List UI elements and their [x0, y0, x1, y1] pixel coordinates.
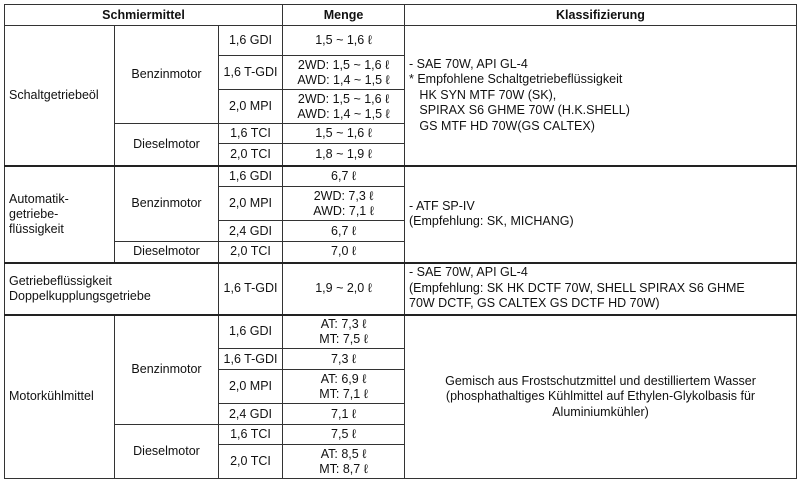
engine-type-diesel: Dieselmotor — [115, 425, 219, 479]
classification-automatic: - ATF SP-IV (Empfehlung: SK, MICHANG) — [405, 166, 797, 263]
specs-table-wrapper — [4, 4, 797, 479]
amount-cell: 1,8 ~ 1,9 ℓ — [283, 144, 405, 166]
engine-type-diesel: Dieselmotor — [115, 124, 219, 166]
engine-cell: 1,6 GDI — [219, 315, 283, 349]
engine-cell: 1,6 TCI — [219, 425, 283, 445]
section-label-coolant: Motorkühlmittel — [5, 315, 115, 479]
engine-cell: 2,0 TCI — [219, 445, 283, 479]
header-row — [5, 5, 797, 26]
amount-cell: 1,9 ~ 2,0 ℓ — [283, 263, 405, 315]
table-row — [5, 166, 797, 187]
engine-cell: 2,0 TCI — [219, 144, 283, 166]
amount-cell: 7,3 ℓ — [283, 349, 405, 370]
amount-cell: 7,5 ℓ — [283, 425, 405, 445]
engine-cell: 1,6 T-GDI — [219, 349, 283, 370]
engine-cell: 1,6 TCI — [219, 124, 283, 144]
engine-cell: 2,0 MPI — [219, 187, 283, 221]
engine-cell: 2,0 TCI — [219, 242, 283, 263]
engine-type-petrol: Benzinmotor — [115, 315, 219, 425]
engine-cell: 1,6 T-GDI — [219, 263, 283, 315]
classification-manual: - SAE 70W, API GL-4 * Empfohlene Schaltgetriebeflüssigkeit HK SYN MTF 70W (SK), SPIRAX S6 GHME 70W (H.K.SHELL) GS MTF HD 70W(GS CALTEX) — [405, 26, 797, 166]
engine-type-petrol: Benzinmotor — [115, 26, 219, 124]
table-row — [5, 315, 797, 349]
amount-cell: 1,5 ~ 1,6 ℓ — [283, 26, 405, 56]
engine-cell: 1,6 GDI — [219, 166, 283, 187]
classification-dct: - SAE 70W, API GL-4 (Empfehlung: SK HK DCTF 70W, SHELL SPIRAX S6 GHME 70W DCTF, GS CALTEX GS DCTF HD 70W) — [405, 263, 797, 315]
lubricants-table — [4, 4, 797, 479]
engine-cell: 2,0 MPI — [219, 370, 283, 404]
engine-type-diesel: Dieselmotor — [115, 242, 219, 263]
amount-cell: 7,0 ℓ — [283, 242, 405, 263]
engine-cell: 1,6 T-GDI — [219, 56, 283, 90]
engine-cell: 2,0 MPI — [219, 90, 283, 124]
amount-cell: AT: 7,3 ℓ MT: 7,5 ℓ — [283, 315, 405, 349]
header-lubricant: Schmiermittel — [5, 5, 283, 26]
amount-cell: 6,7 ℓ — [283, 221, 405, 242]
section-label-dct: Getriebeflüssigkeit Doppelkupplungsgetriebe — [5, 263, 219, 315]
table-row — [5, 263, 797, 315]
amount-cell: 6,7 ℓ — [283, 166, 405, 187]
classification-coolant: Gemisch aus Frostschutzmittel und destilliertem Wasser (phosphathaltiges Kühlmittel auf Ethylen-Glykolbasis für Aluminiumkühler) — [405, 315, 797, 479]
engine-type-petrol: Benzinmotor — [115, 166, 219, 242]
header-amount: Menge — [283, 5, 405, 26]
amount-cell: 1,5 ~ 1,6 ℓ — [283, 124, 405, 144]
amount-cell: AT: 6,9 ℓ MT: 7,1 ℓ — [283, 370, 405, 404]
header-classification: Klassifizierung — [405, 5, 797, 26]
section-label-automatic: Automatik- getriebe- flüssigkeit — [5, 166, 115, 263]
amount-cell: 7,1 ℓ — [283, 404, 405, 425]
amount-cell: 2WD: 1,5 ~ 1,6 ℓ AWD: 1,4 ~ 1,5 ℓ — [283, 56, 405, 90]
table-row — [5, 26, 797, 56]
section-label-manual: Schaltgetriebeöl — [5, 26, 115, 166]
engine-cell: 2,4 GDI — [219, 404, 283, 425]
amount-cell: 2WD: 1,5 ~ 1,6 ℓ AWD: 1,4 ~ 1,5 ℓ — [283, 90, 405, 124]
engine-cell: 1,6 GDI — [219, 26, 283, 56]
amount-cell: 2WD: 7,3 ℓ AWD: 7,1 ℓ — [283, 187, 405, 221]
engine-cell: 2,4 GDI — [219, 221, 283, 242]
amount-cell: AT: 8,5 ℓ MT: 8,7 ℓ — [283, 445, 405, 479]
